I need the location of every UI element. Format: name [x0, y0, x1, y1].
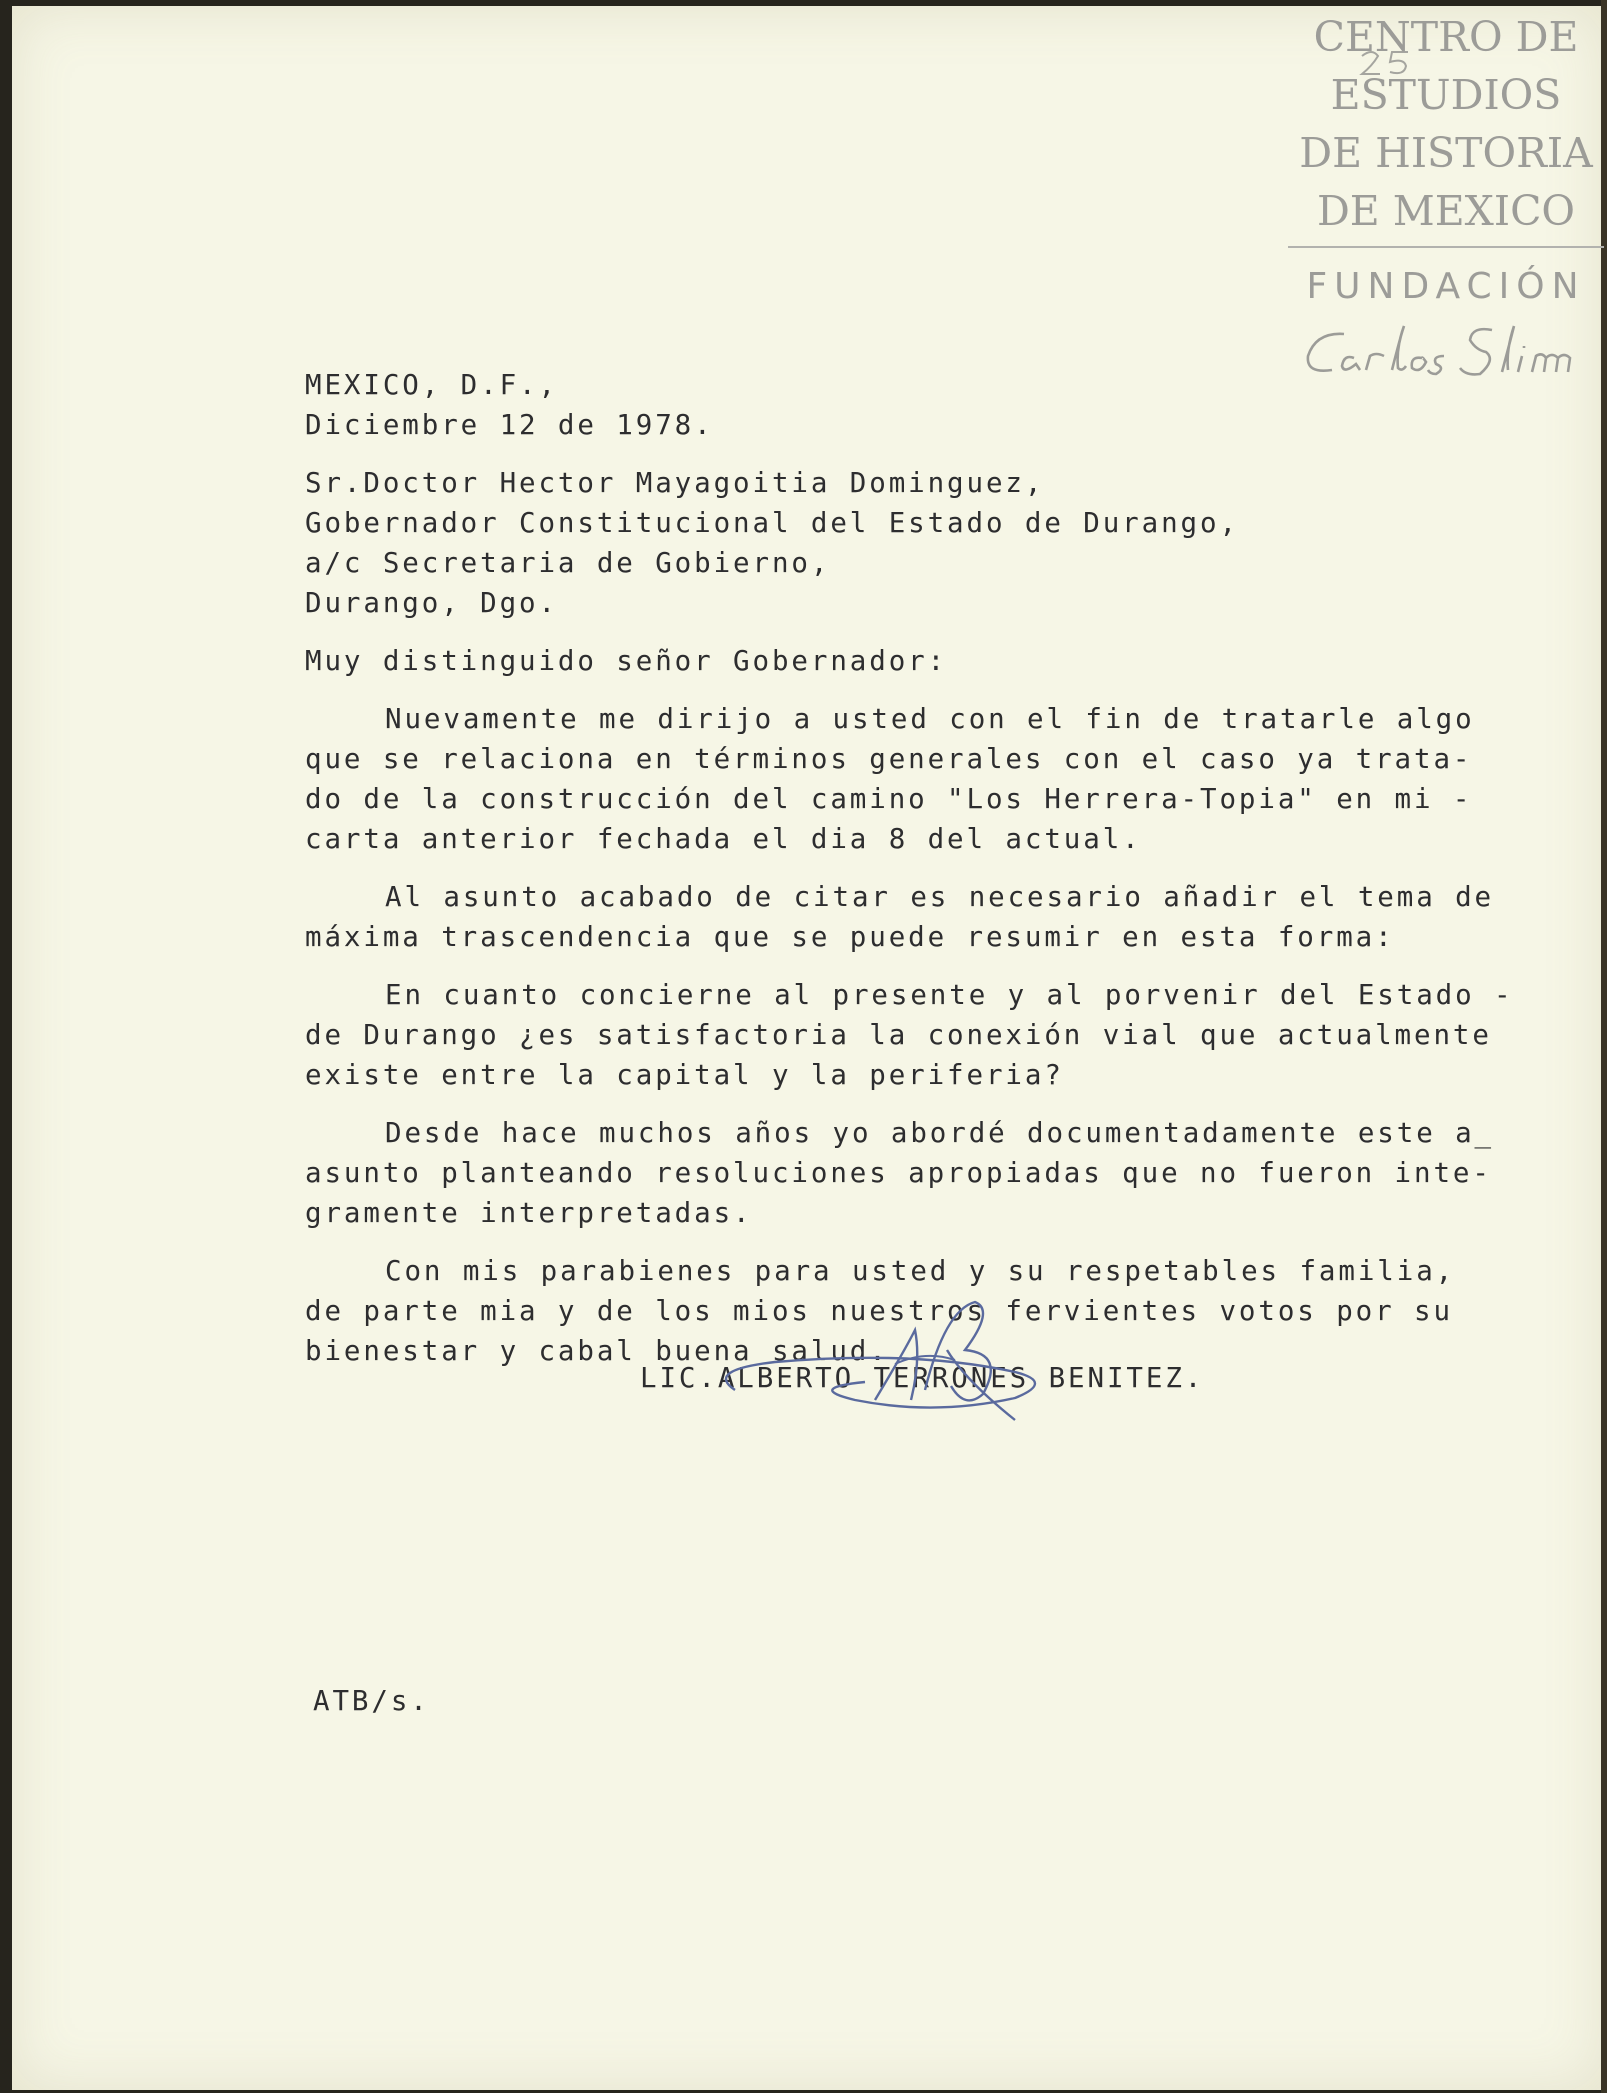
paragraph-line: Desde hace muchos años yo abordé documentadamente este a_: [385, 1117, 1495, 1149]
paragraph-4: [305, 1113, 1495, 1233]
paragraph-line: asunto planteando resoluciones apropiadas que no fueron inte-: [305, 1157, 1492, 1189]
paragraph-1: [305, 699, 1485, 859]
watermark-line-3: DE HISTORIA: [1299, 129, 1593, 177]
paragraph-line: Al asunto acabado de citar es necesario añadir el tema de: [385, 881, 1495, 913]
recipient-line: Gobernador Constitucional del Estado de Durango,: [305, 507, 1239, 539]
recipient-block: [305, 463, 1485, 623]
paragraph-2: [305, 877, 1495, 957]
handwritten-signature: [715, 1290, 1075, 1440]
watermark-line-1: CENTRO DE: [1313, 13, 1579, 61]
recipient-line: a/c Secretaria de Gobierno,: [305, 547, 831, 579]
paragraph-line: Nuevamente me dirijo a usted con el fin de tratarle algo: [385, 703, 1475, 735]
recipient-line: Sr.Doctor Hector Mayagoitia Dominguez,: [305, 467, 1045, 499]
signatory-name: LIC.ALBERTO TERRONES BENITEZ.: [640, 1362, 1205, 1394]
paragraph-line: que se relaciona en términos generales con el caso ya trata-: [305, 743, 1473, 775]
paragraph-line: de parte mia y de los mios nuestros fervientes votos por su: [305, 1295, 1453, 1327]
letter-body: [305, 365, 1514, 1371]
letter-date: Diciembre 12 de 1978.: [305, 409, 714, 441]
paragraph-line: carta anterior fechada el dia 8 del actual.: [305, 823, 1142, 855]
watermark-line-4: DE MEXICO: [1316, 187, 1576, 235]
reference-initials: ATB/s.: [313, 1685, 430, 1717]
paragraph-line: bienestar y cabal buena salud.: [305, 1335, 889, 1367]
paragraph-3: [305, 975, 1514, 1095]
letter-place: MEXICO, D.F.,: [305, 369, 558, 401]
watermark-rule: [1288, 246, 1604, 248]
watermark-foundation: FUNDACIÓN: [1306, 266, 1586, 307]
paragraph-line: máxima trascendencia que se puede resumir en esta forma:: [305, 921, 1395, 953]
watermark-line-2: ESTUDIOS: [1330, 71, 1562, 119]
recipient-line: Durango, Dgo.: [305, 587, 558, 619]
paragraph-line: do de la construcción del camino "Los Herrera-Topia" en mi -: [305, 783, 1473, 815]
salutation: Muy distinguido señor Gobernador:: [305, 645, 948, 677]
paragraph-line: existe entre la capital y la periferia?: [305, 1059, 1064, 1091]
paragraph-line: En cuanto concierne al presente y al porvenir del Estado -: [385, 979, 1514, 1011]
archive-watermark: [1288, 8, 1604, 388]
paragraph-line: Con mis parabienes para usted y su respetables familia,: [385, 1255, 1456, 1287]
paragraph-line: gramente interpretadas.: [305, 1197, 753, 1229]
paragraph-line: de Durango ¿es satisfactoria la conexión vial que actualmente: [305, 1019, 1492, 1051]
